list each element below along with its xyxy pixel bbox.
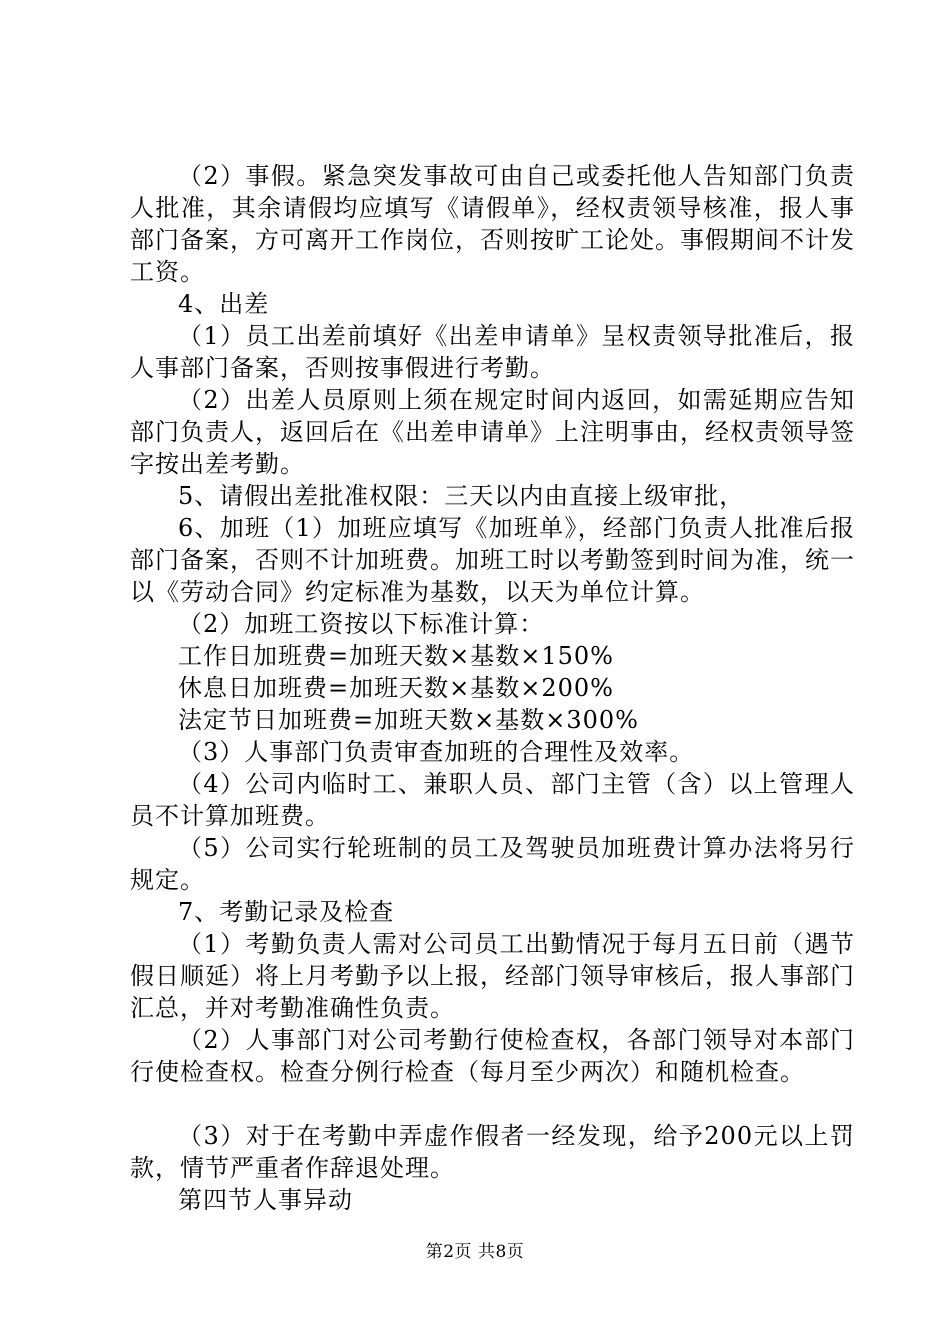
paragraph-attendance-report: （1）考勤负责人需对公司员工出勤情况于每月五日前（遇节假日顺延）将上月考勤予以上报，经部门领导审核后，报人事部门汇总，并对考勤准确性负责。 [130, 930, 855, 1022]
paragraph-personal-leave: （2）事假。紧急突发事故可由自己或委托他人告知部门负责人批准，其余请假均应填写《请假单》，经权责领导核准，报人事部门备案，方可离开工作岗位，否则按旷工论处。事假期间不计发工资。 [130, 162, 855, 286]
paragraph-overtime-review: （3）人事部门负责审查加班的合理性及效率。 [178, 738, 695, 766]
document-body [130, 160, 855, 1216]
paragraph-approval-authority: 5、请假出差批准权限：三天以内由直接上级审批， [178, 482, 745, 510]
paragraph-overtime: 6、加班（1）加班应填写《加班单》，经部门负责人批准后报部门备案，否则不计加班费。加班工时以考勤签到时间为准，统一以《劳动合同》约定标准为基数，以天为单位计算。 [130, 514, 855, 606]
heading-attendance-records: 7、考勤记录及检查 [178, 898, 395, 926]
paragraph-trip-application: （1）员工出差前填好《出差申请单》呈权责领导批准后，报人事部门备案，否则按事假进行考勤。 [130, 322, 855, 382]
page-number: 第2页 共8页 [425, 1242, 525, 1262]
heading-business-trip: 4、出差 [178, 290, 270, 318]
formula-workday-overtime: 工作日加班费=加班天数×基数×150% [178, 642, 614, 670]
page-footer [0, 1240, 950, 1264]
formula-holiday-overtime: 法定节日加班费=加班天数×基数×300% [178, 706, 639, 734]
paragraph-attendance-inspection: （2）人事部门对公司考勤行使检查权，各部门领导对本部门行使检查权。检查分例行检查（每月至少两次）和随机检查。 [130, 1026, 855, 1086]
paragraph-overtime-pay-standard: （2）加班工资按以下标准计算： [178, 610, 545, 638]
paragraph-no-overtime-staff: （4）公司内临时工、兼职人员、部门主管（含）以上管理人员不计算加班费。 [130, 770, 855, 830]
paragraph-gap [130, 1088, 855, 1120]
formula-restday-overtime: 休息日加班费=加班天数×基数×200% [178, 674, 614, 702]
paragraph-fraud-penalty: （3）对于在考勤中弄虚作假者一经发现，给予200元以上罚款，情节严重者作辞退处理。 [130, 1122, 855, 1182]
paragraph-shift-overtime: （5）公司实行轮班制的员工及驾驶员加班费计算办法将另行规定。 [130, 834, 855, 894]
paragraph-trip-return: （2）出差人员原则上须在规定时间内返回，如需延期应告知部门负责人，返回后在《出差申请单》上注明事由，经权责领导签字按出差考勤。 [130, 386, 855, 478]
section-heading-personnel-changes: 第四节人事异动 [178, 1186, 353, 1214]
